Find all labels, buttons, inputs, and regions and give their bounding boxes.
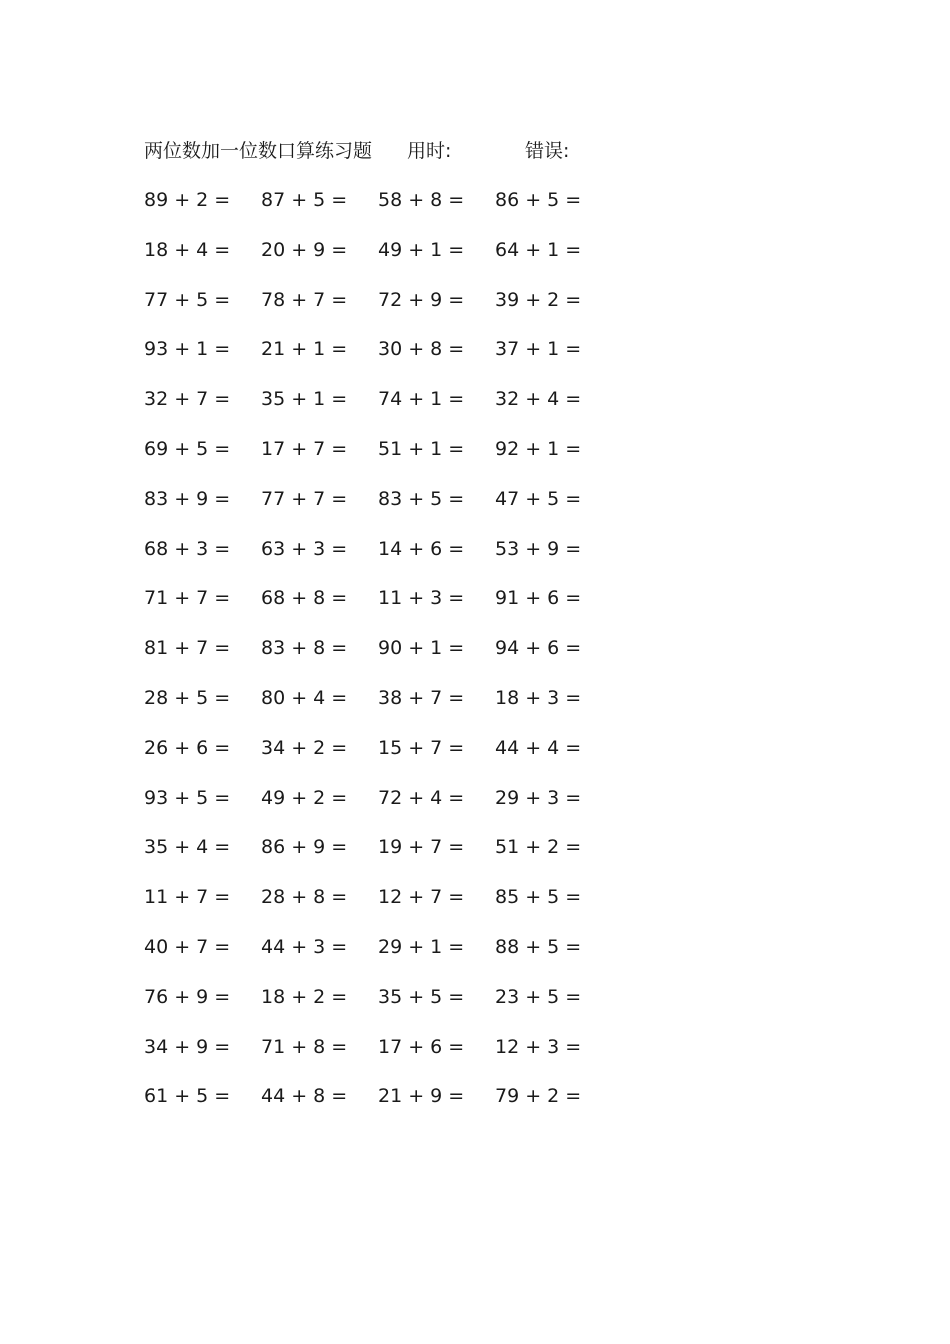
problem-item: 79 + 2 =: [495, 1085, 582, 1108]
problem-item: 17 + 6 =: [378, 1035, 465, 1058]
problem-item: 80 + 4 =: [261, 686, 348, 709]
problem-row: [144, 583, 624, 633]
problem-item: 28 + 5 =: [144, 686, 231, 709]
problem-item: 71 + 8 =: [261, 1035, 348, 1058]
problem-row: [144, 334, 624, 384]
problem-item: 38 + 7 =: [378, 686, 465, 709]
problem-item: 87 + 5 =: [261, 189, 348, 211]
problem-item: 51 + 1 =: [378, 437, 465, 460]
problem-item: 18 + 4 =: [144, 238, 231, 261]
problem-item: 47 + 5 =: [495, 487, 582, 510]
problem-item: 35 + 5 =: [378, 985, 465, 1008]
problem-item: 90 + 1 =: [378, 637, 465, 660]
problem-item: 51 + 2 =: [495, 836, 582, 859]
problem-item: 76 + 9 =: [144, 985, 231, 1008]
problem-row: [144, 783, 624, 833]
problem-row: [144, 832, 624, 882]
problem-item: 44 + 8 =: [261, 1085, 348, 1108]
problem-item: 44 + 4 =: [495, 736, 582, 759]
problem-item: 72 + 9 =: [378, 288, 465, 311]
problem-item: 68 + 3 =: [144, 537, 231, 560]
problem-item: 28 + 8 =: [261, 886, 348, 909]
problem-row: [144, 185, 624, 235]
problem-item: 29 + 1 =: [378, 935, 465, 958]
problem-item: 32 + 4 =: [495, 388, 582, 411]
problem-item: 72 + 4 =: [378, 786, 465, 809]
time-used-label: 用时:: [407, 140, 452, 162]
problem-item: 61 + 5 =: [144, 1085, 231, 1108]
problem-item: 74 + 1 =: [378, 388, 465, 411]
problem-grid: [144, 185, 624, 1131]
problem-row: [144, 484, 624, 534]
problem-item: 12 + 7 =: [378, 886, 465, 909]
problem-item: 94 + 6 =: [495, 637, 582, 660]
problem-row: [144, 1081, 624, 1131]
problem-row: [144, 633, 624, 683]
problem-item: 11 + 3 =: [378, 587, 465, 610]
problem-item: 91 + 6 =: [495, 587, 582, 610]
problem-row: [144, 882, 624, 932]
problem-row: [144, 932, 624, 982]
problem-item: 34 + 2 =: [261, 736, 348, 759]
problem-row: [144, 235, 624, 285]
error-count-label: 错误:: [525, 140, 570, 162]
problem-item: 18 + 3 =: [495, 686, 582, 709]
problem-item: 30 + 8 =: [378, 338, 465, 361]
problem-item: 77 + 5 =: [144, 288, 231, 311]
problem-item: 17 + 7 =: [261, 437, 348, 460]
problem-item: 34 + 9 =: [144, 1035, 231, 1058]
problem-item: 35 + 1 =: [261, 388, 348, 411]
problem-row: [144, 285, 624, 335]
problem-item: 86 + 5 =: [495, 189, 582, 211]
problem-item: 64 + 1 =: [495, 238, 582, 261]
problem-row: [144, 733, 624, 783]
problem-item: 53 + 9 =: [495, 537, 582, 560]
problem-item: 14 + 6 =: [378, 537, 465, 560]
problem-item: 86 + 9 =: [261, 836, 348, 859]
problem-item: 68 + 8 =: [261, 587, 348, 610]
problem-item: 21 + 9 =: [378, 1085, 465, 1108]
problem-item: 26 + 6 =: [144, 736, 231, 759]
problem-item: 81 + 7 =: [144, 637, 231, 660]
problem-item: 49 + 2 =: [261, 786, 348, 809]
problem-item: 49 + 1 =: [378, 238, 465, 261]
problem-row: [144, 1032, 624, 1082]
problem-item: 12 + 3 =: [495, 1035, 582, 1058]
problem-item: 18 + 2 =: [261, 985, 348, 1008]
problem-item: 35 + 4 =: [144, 836, 231, 859]
problem-row: [144, 384, 624, 434]
problem-item: 89 + 2 =: [144, 189, 231, 211]
problem-item: 37 + 1 =: [495, 338, 582, 361]
problem-item: 63 + 3 =: [261, 537, 348, 560]
problem-item: 21 + 1 =: [261, 338, 348, 361]
problem-item: 20 + 9 =: [261, 238, 348, 261]
problem-item: 77 + 7 =: [261, 487, 348, 510]
problem-item: 69 + 5 =: [144, 437, 231, 460]
problem-item: 58 + 8 =: [378, 189, 465, 211]
problem-item: 92 + 1 =: [495, 437, 582, 460]
problem-item: 88 + 5 =: [495, 935, 582, 958]
problem-item: 78 + 7 =: [261, 288, 348, 311]
problem-item: 83 + 8 =: [261, 637, 348, 660]
problem-item: 32 + 7 =: [144, 388, 231, 411]
problem-row: [144, 982, 624, 1032]
problem-row: [144, 534, 624, 584]
problem-item: 44 + 3 =: [261, 935, 348, 958]
problem-item: 19 + 7 =: [378, 836, 465, 859]
problem-item: 40 + 7 =: [144, 935, 231, 958]
problem-item: 15 + 7 =: [378, 736, 465, 759]
problem-item: 85 + 5 =: [495, 886, 582, 909]
problem-item: 29 + 3 =: [495, 786, 582, 809]
problem-item: 71 + 7 =: [144, 587, 231, 610]
problem-item: 83 + 9 =: [144, 487, 231, 510]
problem-row: [144, 434, 624, 484]
problem-row: [144, 683, 624, 733]
worksheet-title: 两位数加一位数口算练习题: [144, 140, 373, 162]
problem-item: 39 + 2 =: [495, 288, 582, 311]
problem-item: 23 + 5 =: [495, 985, 582, 1008]
problem-item: 83 + 5 =: [378, 487, 465, 510]
problem-item: 93 + 5 =: [144, 786, 231, 809]
worksheet-header: [144, 137, 704, 165]
problem-item: 93 + 1 =: [144, 338, 231, 361]
problem-item: 11 + 7 =: [144, 886, 231, 909]
